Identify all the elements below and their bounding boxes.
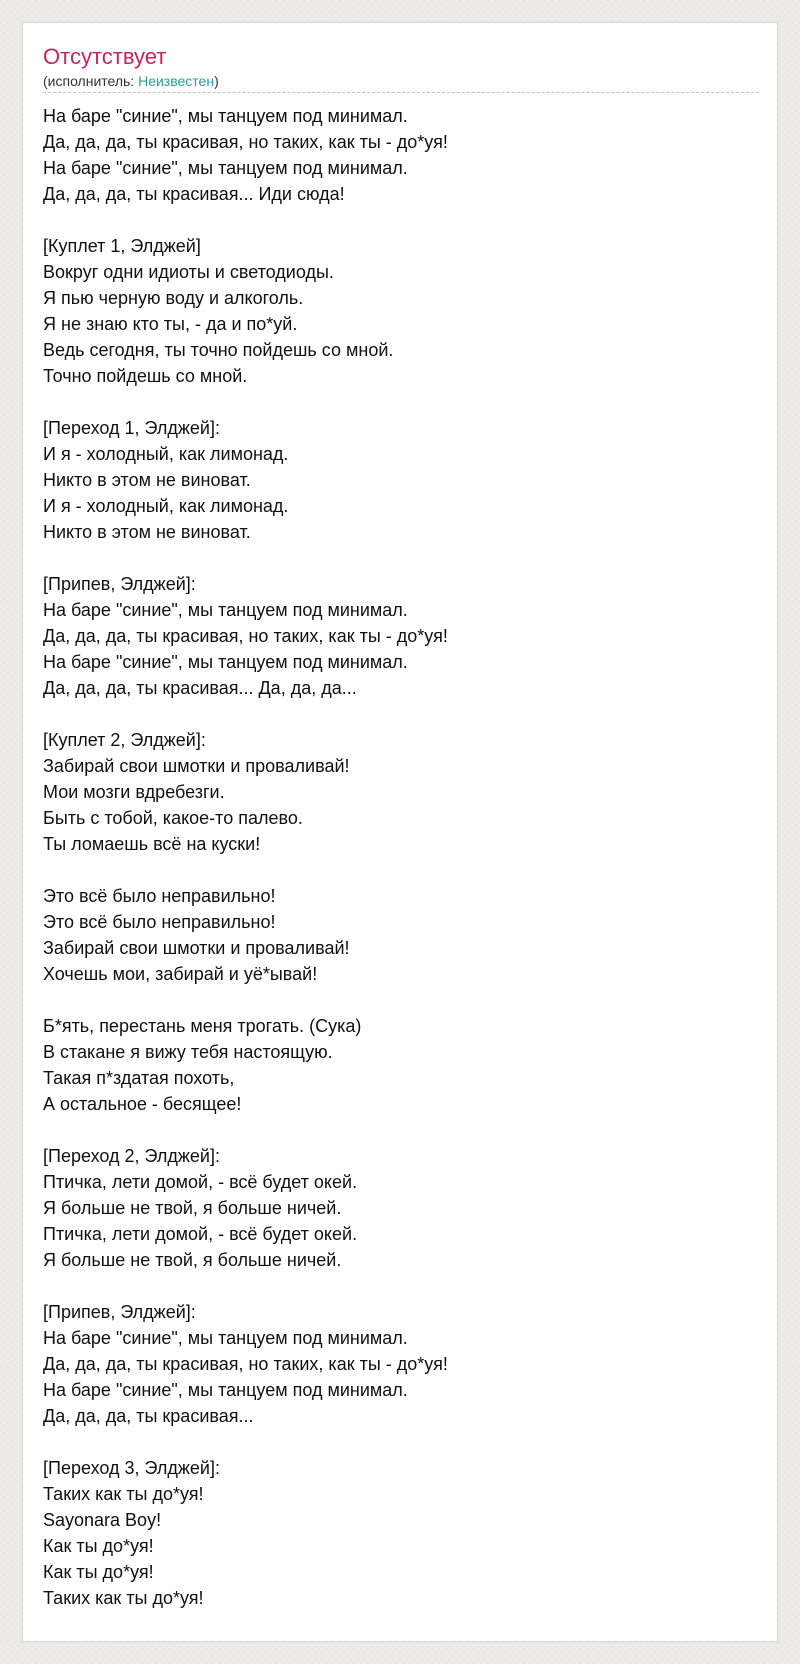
lyric-line: [Переход 3, Элджей]:	[43, 1458, 220, 1478]
lyric-line: На баре "синие", мы танцуем под минимал.	[43, 1328, 408, 1348]
lyrics-stanza	[43, 233, 759, 389]
lyric-line: Забирай свои шмотки и проваливай!	[43, 756, 350, 776]
lyric-line: Таких как ты до*уя!	[43, 1484, 204, 1504]
lyric-line: Да, да, да, ты красивая... Да, да, да...	[43, 678, 357, 698]
lyric-line: [Куплет 1, Элджей]	[43, 236, 201, 256]
lyric-line: Ведь сегодня, ты точно пойдешь со мной.	[43, 340, 394, 360]
lyric-line: Я пью черную воду и алкоголь.	[43, 288, 304, 308]
lyric-line: Мои мозги вдребезги.	[43, 782, 225, 802]
artist-suffix: )	[214, 73, 219, 89]
lyric-line: Я больше не твой, я больше ничей.	[43, 1198, 342, 1218]
lyric-line: Я не знаю кто ты, - да и по*уй.	[43, 314, 298, 334]
lyric-line: И я - холодный, как лимонад.	[43, 496, 289, 516]
lyric-line: Такая п*здатая похоть,	[43, 1068, 235, 1088]
song-header	[43, 43, 759, 93]
lyric-line: Да, да, да, ты красивая...	[43, 1406, 254, 1426]
lyric-line: Хочешь мои, забирай и уё*ывай!	[43, 964, 318, 984]
lyrics-card	[22, 22, 778, 1642]
lyrics-stanza	[43, 1143, 759, 1273]
lyric-line: Да, да, да, ты красивая, но таких, как ты - до*уя!	[43, 132, 448, 152]
lyric-line: [Переход 2, Элджей]:	[43, 1146, 220, 1166]
lyric-line: Как ты до*уя!	[43, 1562, 154, 1582]
lyric-line: Да, да, да, ты красивая, но таких, как ты - до*уя!	[43, 1354, 448, 1374]
lyric-line: Как ты до*уя!	[43, 1536, 154, 1556]
lyric-line: Б*ять, перестань меня трогать. (Сука)	[43, 1016, 362, 1036]
lyric-line: На баре "синие", мы танцуем под минимал.	[43, 158, 408, 178]
lyric-line: Птичка, лети домой, - всё будет окей.	[43, 1224, 358, 1244]
lyric-line: [Куплет 2, Элджей]:	[43, 730, 206, 750]
lyric-line: Забирай свои шмотки и проваливай!	[43, 938, 350, 958]
lyrics-body	[43, 103, 759, 1637]
artist-link[interactable]: Неизвестен	[138, 73, 215, 89]
lyric-line: Таких как ты до*уя!	[43, 1588, 204, 1608]
lyrics-stanza	[43, 103, 759, 207]
lyric-line: На баре "синие", мы танцуем под минимал.	[43, 106, 408, 126]
lyric-line: Точно пойдешь со мной.	[43, 366, 248, 386]
lyric-line: Никто в этом не виноват.	[43, 470, 251, 490]
lyric-line: Ты ломаешь всё на куски!	[43, 834, 261, 854]
lyrics-stanza	[43, 415, 759, 545]
lyrics-stanza	[43, 883, 759, 987]
lyric-line: [Переход 1, Элджей]:	[43, 418, 220, 438]
lyric-line: А остальное - бесящее!	[43, 1094, 242, 1114]
lyric-line: Да, да, да, ты красивая... Иди сюда!	[43, 184, 345, 204]
artist-line	[43, 73, 759, 93]
lyric-line: Да, да, да, ты красивая, но таких, как ты - до*уя!	[43, 626, 448, 646]
lyric-line: И я - холодный, как лимонад.	[43, 444, 289, 464]
lyric-line: [Припев, Элджей]:	[43, 1302, 196, 1322]
lyrics-stanza	[43, 727, 759, 857]
lyric-line: На баре "синие", мы танцуем под минимал.	[43, 1380, 408, 1400]
lyrics-stanza	[43, 1455, 759, 1611]
lyric-line: Это всё было неправильно!	[43, 886, 276, 906]
artist-prefix: (исполнитель:	[43, 73, 139, 89]
lyric-line: [Припев, Элджей]:	[43, 574, 196, 594]
lyric-line: Птичка, лети домой, - всё будет окей.	[43, 1172, 358, 1192]
lyric-line: Быть с тобой, какое-то палево.	[43, 808, 303, 828]
lyric-line: Sayonara Boy!	[43, 1510, 162, 1530]
lyrics-stanza	[43, 571, 759, 701]
lyrics-stanza	[43, 1299, 759, 1429]
lyric-line: Я больше не твой, я больше ничей.	[43, 1250, 342, 1270]
lyric-line: На баре "синие", мы танцуем под минимал.	[43, 600, 408, 620]
lyric-line: На баре "синие", мы танцуем под минимал.	[43, 652, 408, 672]
song-title: Отсутствует	[43, 44, 167, 69]
lyric-line: Вокруг одни идиоты и светодиоды.	[43, 262, 334, 282]
lyric-line: В стакане я вижу тебя настоящую.	[43, 1042, 333, 1062]
lyrics-stanza	[43, 1013, 759, 1117]
lyric-line: Никто в этом не виноват.	[43, 522, 251, 542]
lyric-line: Это всё было неправильно!	[43, 912, 276, 932]
